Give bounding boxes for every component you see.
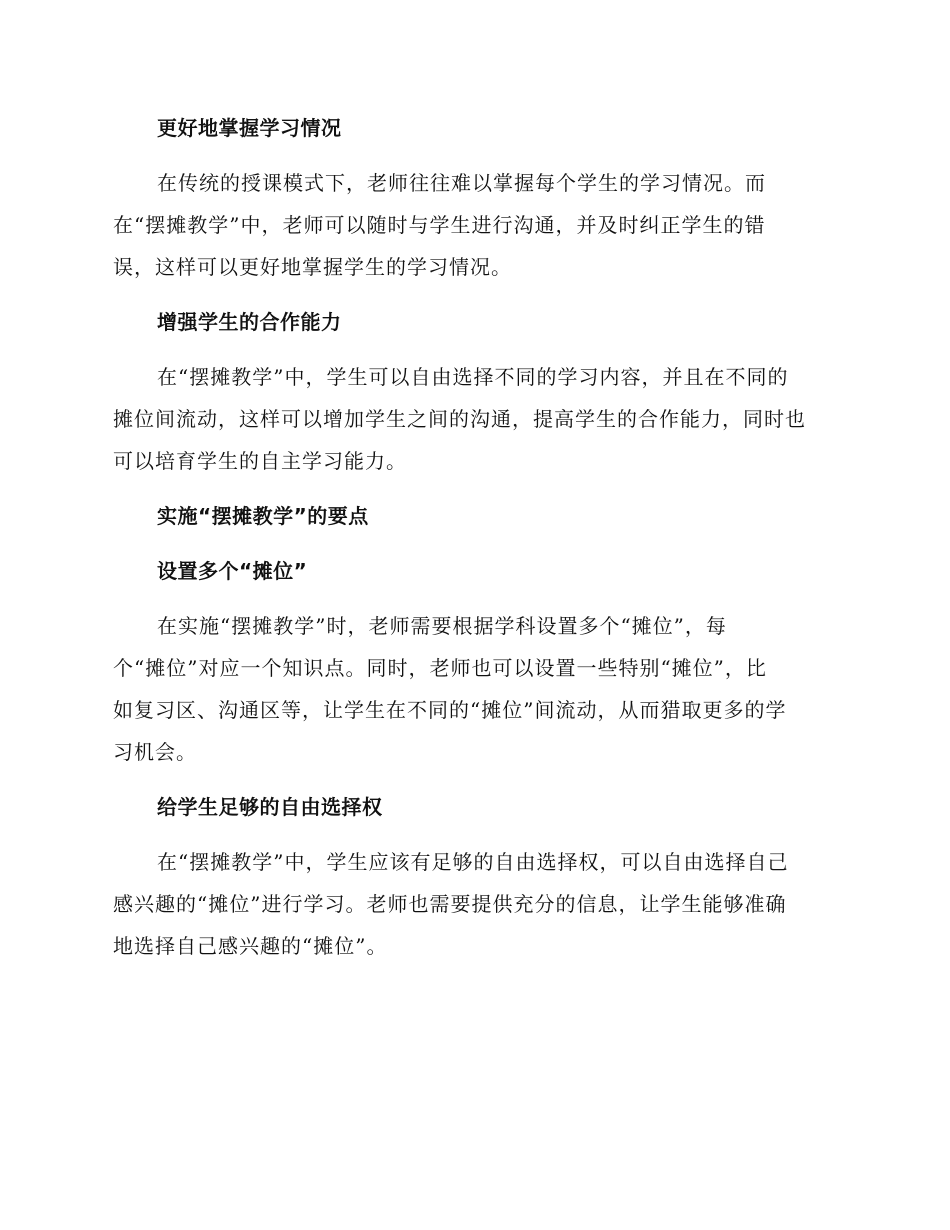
section-heading: 设置多个“摊位” (157, 559, 308, 583)
paragraph-line: 摊位间流动，这样可以增加学生之间的沟通，提高学生的合作能力，同时也 (113, 407, 806, 431)
paragraph-line: 地选择自己感兴趣的“摊位”。 (113, 934, 388, 958)
paragraph-line: 可以培育学生的自主学习能力。 (113, 449, 407, 473)
section-heading: 给学生足够的自由选择权 (157, 795, 383, 819)
section-heading: 更好地掌握学习情况 (157, 116, 342, 140)
section-heading: 实施“摆摊教学”的要点 (157, 504, 369, 528)
paragraph-line: 在“摆摊教学”中，学生应该有足够的自由选择权，可以自由选择自己 (157, 850, 789, 874)
paragraph-line: 如复习区、沟通区等，让学生在不同的“摊位”间流动，从而猎取更多的学 (113, 698, 787, 722)
paragraph-line: 感兴趣的“摊位”进行学习。老师也需要提供充分的信息，让学生能够准确 (113, 892, 787, 916)
paragraph-line: 在传统的授课模式下，老师往往难以掌握每个学生的学习情况。而 (157, 171, 766, 195)
paragraph-line: 在“摆摊教学”中，学生可以自由选择不同的学习内容，并且在不同的 (157, 365, 789, 389)
paragraph-line: 误，这样可以更好地掌握学生的学习情况。 (113, 255, 512, 279)
paragraph-line: 习机会。 (113, 740, 197, 764)
paragraph-line: 在“摆摊教学”中，老师可以随时与学生进行沟通，并及时纠正学生的错 (113, 213, 766, 237)
paragraph-line: 个“摊位”对应一个知识点。同时，老师也可以设置一些特别“摊位”，比 (113, 656, 767, 680)
section-heading: 增强学生的合作能力 (157, 310, 342, 334)
paragraph-line: 在实施“摆摊教学”时，老师需要根据学科设置多个“摊位”，每 (157, 614, 727, 638)
